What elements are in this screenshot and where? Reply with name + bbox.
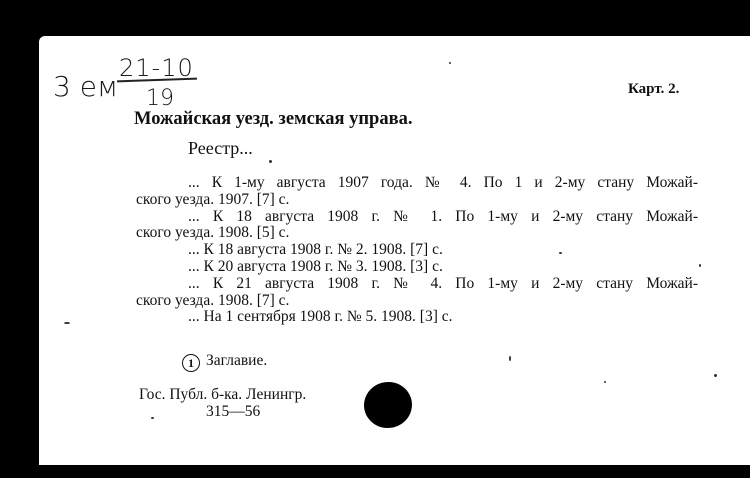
tracing-line — [182, 352, 267, 372]
entry-line: ... К 18 августа 1908 г. № 2. 1908. [7] с. — [188, 241, 443, 259]
speck — [269, 160, 272, 163]
entry-line: ... К 20 августа 1908 г. № 3. 1908. [3] с. — [188, 257, 443, 275]
speck — [449, 62, 451, 64]
ink-blot — [361, 379, 415, 431]
speck — [604, 381, 606, 383]
card-subtitle: Реестр... — [188, 138, 253, 158]
catalog-card — [39, 36, 750, 465]
handwritten-denominator: 19 — [146, 86, 174, 111]
entry-line: ского уезда. 1907. [7] с. — [136, 190, 290, 208]
card-number: Карт. 2. — [628, 81, 680, 97]
library-name: Гос. Публ. б-ка. Ленингр. — [139, 386, 307, 403]
handwritten-prefix: 3 ем — [53, 70, 119, 103]
card-title: Можайская уезд. земская управа. — [134, 109, 413, 129]
entries-list — [136, 175, 698, 326]
speck — [64, 322, 70, 324]
speck — [699, 264, 701, 267]
speck — [151, 417, 154, 419]
tracing-text: Заглавие. — [206, 352, 268, 369]
entry-line: ского уезда. 1908. [7] с. — [136, 291, 290, 309]
handwritten-numerator: 21-10 — [119, 54, 194, 82]
entry-line: ... К 18 августа 1908 г. № 1. По 1-му и 2-му стану Можай- — [188, 207, 698, 225]
entry-line: ского уезда. 1908. [5] с. — [136, 224, 290, 242]
entry-line: ... На 1 сентября 1908 г. № 5. 1908. [3] с. — [188, 308, 453, 326]
shelfmark: 315—56 — [206, 403, 261, 420]
entry-line: ... К 21 августа 1908 г. № 4. По 1-му и 2-му стану Можай- — [188, 274, 698, 292]
speck — [509, 356, 511, 361]
speck — [559, 252, 562, 254]
entry-line: ... К 1-му августа 1907 года. № 4. По 1 и 2-му стану Можай- — [188, 174, 698, 191]
circled-number-icon: 1 — [182, 354, 200, 372]
speck — [714, 374, 717, 377]
